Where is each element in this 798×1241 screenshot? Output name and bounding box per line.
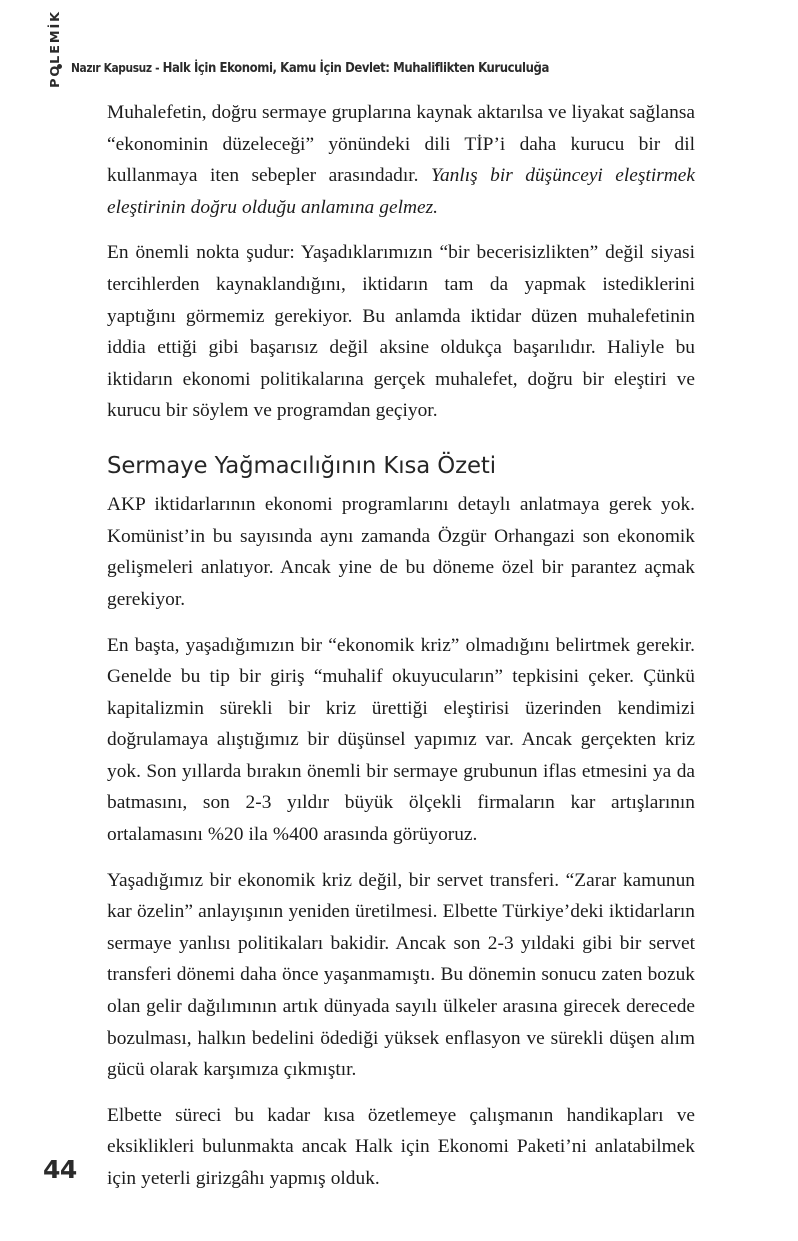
running-head-text: [71, 60, 549, 76]
running-head: [57, 60, 717, 76]
text-column: [107, 97, 695, 1195]
paragraph-2: En önemli nokta şudur: Yaşadıklarımızın “bir becerisizlikten” değil siyasi tercihlerden kaynaklandığını, iktidarın tam da yapmak istediklerini yaptığını görmemiz gerekiyor. Bu anlamda iktidar düzen muhalefetinin iddia ettiği gibi başarısız değil aksine oldukça başarılıdır. Haliyle bu iktidarın ekonomi politikalarına gerçek muhalefet, doğru bir eleştiri ve kurucu bir söylem ve programdan geçiyor.: [107, 242, 695, 422]
section-tag-polemik: POLEMİK: [47, 10, 63, 88]
running-head-author: Nazır Kapusuz: [71, 60, 152, 75]
paragraph-3: AKP iktidarlarının ekonomi programlarını detaylı anlatmaya gerek yok. Komünist’in bu sayısında aynı zamanda Özgür Orhangazi son ekonomik gelişmeleri anlatıyor. Ancak yine de bu döneme özel bir parantez açmak gerekiyor.: [107, 494, 695, 610]
paragraph-1: [107, 97, 695, 223]
paragraph-5: Yaşadığımız bir ekonomik kriz değil, bir servet transferi. “Zarar kamunun kar özelin” anlayışının yeniden üretilmesi. Elbette Türkiye’deki iktidarların sermaye yanlısı politikaları bakidir. Ancak son 2-3 yıldaki gibi bir servet transferi dönemi daha önce yaşanmamıştı. Bu dönemin sonucu zaten bozuk olan gelir dağılımının artık dünyada sayılı ülkeler arasına girecek derecede bozulması, halkın bedelini ödediği yüksek enflasyon ve sürekli düşen alım gücü olarak karşımıza çıkmıştır.: [107, 869, 695, 1081]
running-head-title: Halk İçin Ekonomi, Kamu İçin Devlet: Muhaliflikten Kuruculuğa: [162, 60, 549, 76]
running-head-separator: -: [155, 60, 160, 75]
paragraph-6: Elbette süreci bu kadar kısa özetlemeye çalışmanın handikapları ve eksiklikleri bulunmakta ancak Halk için Ekonomi Paketi’ni anlatabilmek için yeterli girizgâhı yapmış olduk.: [107, 1104, 695, 1189]
paragraph-1-plain: Muhalefetin, doğru sermaye gruplarına kaynak aktarılsa ve liyakat sağlansa “ekonominin düzeleceği” yönündeki dili TİP’i daha kurucu bir dil kullanmaya iten sebepler arasındadır.: [107, 102, 695, 187]
paragraph-1-italic: Yanlış bir düşünceyi eleştirmek eleştirinin doğru olduğu anlamına gelmez.: [107, 165, 695, 218]
page-number: 44: [43, 1155, 77, 1184]
paragraph-4: En başta, yaşadığımızın bir “ekonomik kriz” olmadığını belirtmek gerekir. Genelde bu tip bir giriş “muhalif okuyucuların” tepkisini çeker. Çünkü kapitalizmin sürekli bir kriz ürettiği eleştirisi üzerinden kendimizi doğrulamaya alıştığımız bir düşünsel yapımız var. Ancak gerçekten kriz yok. Son yıllarda bırakın önemli bir sermaye grubunun iflas etmesini ya da batmasını, son 2-3 yıldır büyük ölçekli firmaların kar artışlarının ortalamasını %20 ila %400 arasında görüyoruz.: [107, 634, 695, 846]
section-heading: Sermaye Yağmacılığının Kısa Özeti: [107, 450, 496, 479]
